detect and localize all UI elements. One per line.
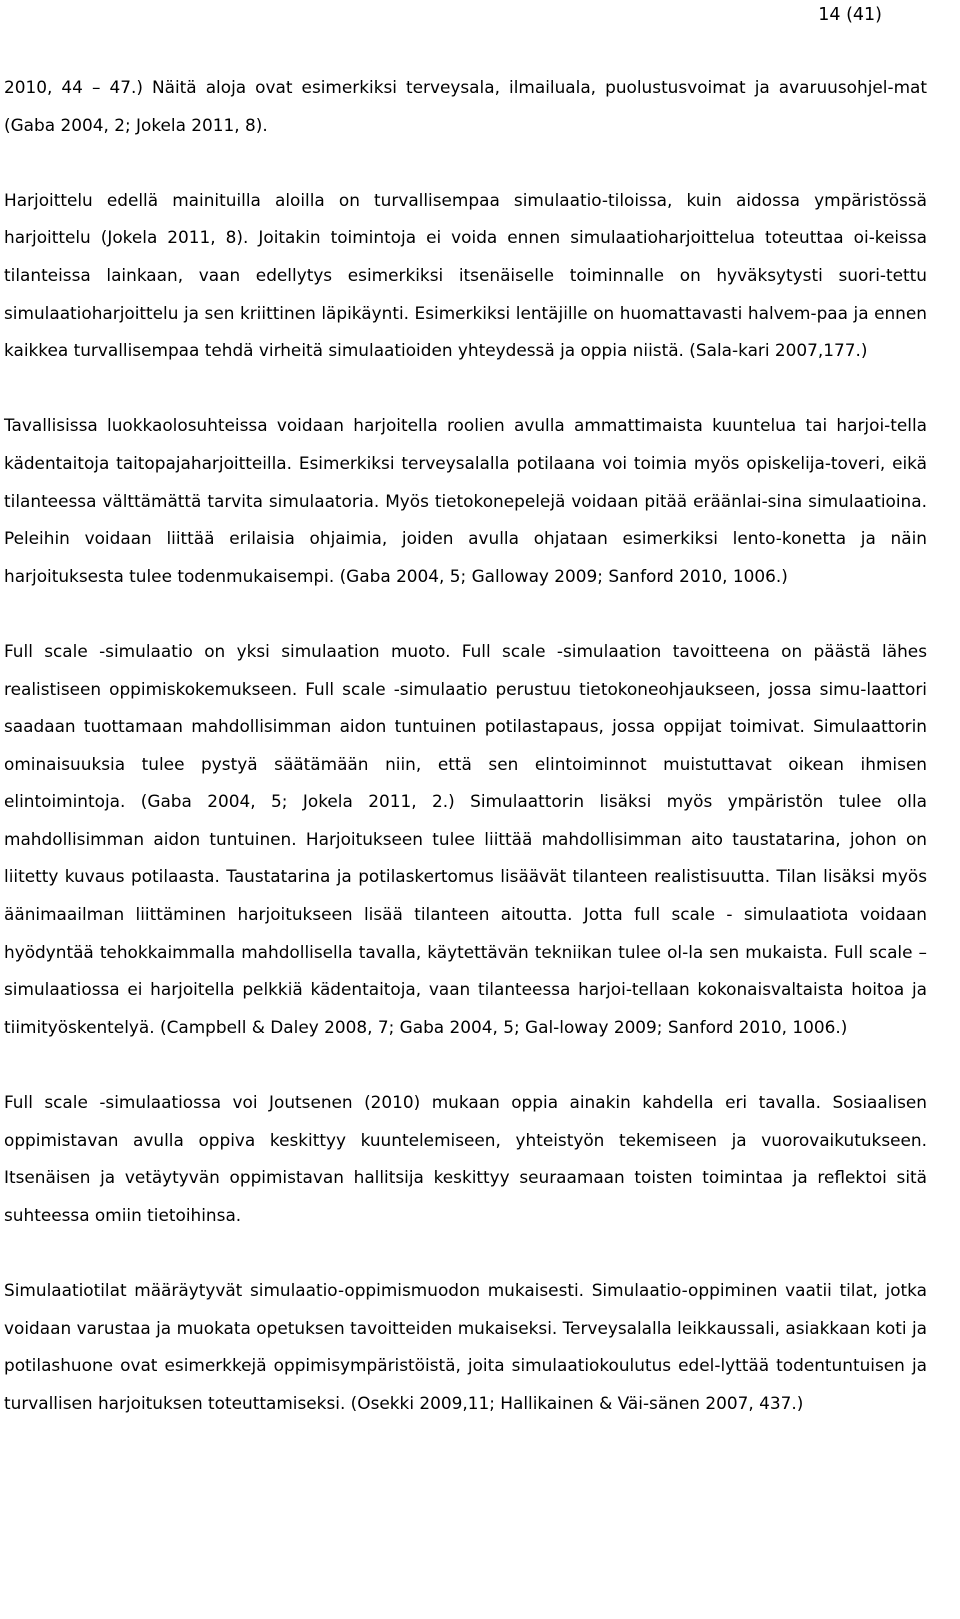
- paragraph-1: 2010, 44 – 47.) Näitä aloja ovat esimerkiksi terveysala, ilmailuala, puolustusvoimat ja avaruusohjel-mat (Gaba 2004, 2; Jokela 2011, 8).: [4, 77, 927, 135]
- paragraph-6: Simulaatiotilat määräytyvät simulaatio-oppimismuodon mukaisesti. Simulaatio-oppiminen vaatii tilat, jotka voidaan varustaa ja muokata opetuksen tavoitteiden mukaiseksi. Terveysalalla leikkaussali, asiakkaan koti ja potilashuone ovat esimerkkejä oppimisympäristöistä, joita simulaatiokoulutus edel-lyttää todentuntuisen ja turvallisen harjoituksen toteuttamiseksi. (Osekki 2009,11; Hallikainen & Väi-sänen 2007, 437.): [4, 1280, 927, 1413]
- paragraph-2: Harjoittelu edellä mainituilla aloilla on turvallisempaa simulaatio-tiloissa, kuin aidossa ympäristössä harjoittelu (Jokela 2011, 8). Joitakin toimintoja ei voida ennen simulaatioharjoittelua toteuttaa oi-keissa tilanteissa lainkaan, vaan edellytys esimerkiksi itsenäiselle toiminnalle on hyväksytysti suori-tettu simulaatioharjoittelu ja sen kriittinen läpikäynti. Esimerkiksi lentäjille on huomattavasti halvem-paa ja ennen kaikkea turvallisempaa tehdä virheitä simulaatioiden yhteydessä ja oppia niistä. (Sala-kari 2007,177.): [4, 189, 927, 361]
- paragraph-3: Tavallisissa luokkaolosuhteissa voidaan harjoitella roolien avulla ammattimaista kuuntelua tai harjoi-tella kädentaitoja taitopajaharjoitteilla. Esimerkiksi terveysalalla potilaana voi toimia myös opiskelija-toveri, eikä tilanteessa välttämättä tarvita simulaatoria. Myös tietokonepelejä voidaan pitää eräänlai-sina simulaatioina. Peleihin voidaan liittää erilaisia ohjaimia, joiden avulla ohjataan esimerkiksi lento-konetta ja näin harjoituksesta tulee todenmukaisempi. (Gaba 2004, 5; Galloway 2009; Sanford 2010, 1006.): [4, 415, 927, 586]
- body-text: [4, 69, 927, 1422]
- paragraph-4: Full scale -simulaatio on yksi simulaation muoto. Full scale -simulaation tavoitteena on päästä lähes realistiseen oppimiskokemukseen. Full scale -simulaatio perustuu tietokoneohjaukseen, jossa simu-laattori saadaan tuottamaan mahdollisimman aidon tuntuinen potilastapaus, jossa oppijat toimivat. Simulaattorin ominaisuuksia tulee pystyä säätämään niin, että sen elintoiminnot muistuttavat oikean ihmisen elintoimintoja. (Gaba 2004, 5; Jokela 2011, 2.) Simulaattorin lisäksi myös ympäristön tulee olla mahdollisimman aidon tuntuinen. Harjoitukseen tulee liittää mahdollisimman aito taustatarina, johon on liitetty kuvaus potilaasta. Taustatarina ja potilaskertomus lisäävät tilanteen realistisuutta. Tilan lisäksi myös äänimaailman liittäminen harjoitukseen lisää tilanteen aitoutta. Jotta full scale - simulaatiota voidaan hyödyntää tehokkaimmalla mahdollisella tavalla, käytettävän tekniikan tulee ol-la sen mukaista. Full scale –simulaatiossa ei harjoitella pelkkiä kädentaitoja, vaan tilanteessa harjoi-tellaan kokonaisvaltaista hoitoa ja tiimityöskentelyä. (Campbell & Daley 2008, 7; Gaba 2004, 5; Gal-loway 2009; Sanford 2010, 1006.): [4, 640, 927, 1037]
- paragraph-5: Full scale -simulaatiossa voi Joutsenen (2010) mukaan oppia ainakin kahdella eri tavalla. Sosiaalisen oppimistavan avulla oppiva keskittyy kuuntelemiseen, yhteistyön tekemiseen ja vuorovaikutukseen. Itsenäisen ja vetäytyvän oppimistavan hallitsija keskittyy seuraamaan toisten toimintaa ja reflektoi sitä suhteessa omiin tietoihinsa.: [4, 1092, 927, 1225]
- page-number: 14 (41): [818, 5, 882, 25]
